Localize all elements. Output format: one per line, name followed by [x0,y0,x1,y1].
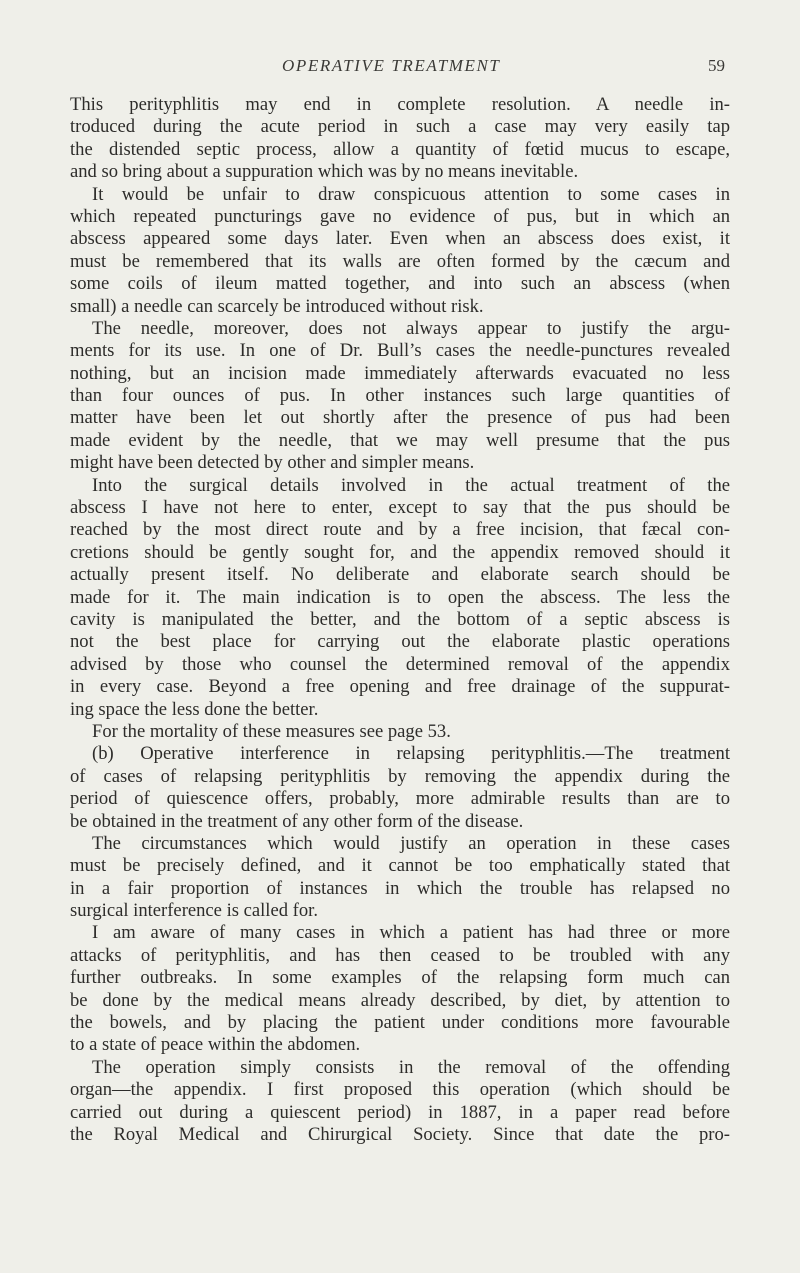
text-line: the distended septic process, allow a quantity of fœtid mucus to escape, [70,138,730,160]
text-line: actually present itself. No deliberate and elaborate search should be [70,564,730,586]
text-line: ments for its use. In one of Dr. Bull’s cases the needle-punctures revealed [70,340,730,362]
text-line: and so bring about a suppuration which was by no means inevitable. [70,161,579,183]
text-line: not the best place for carrying out the elaborate plastic operations [70,631,730,653]
text-line: in every case. Beyond a free opening and free drainage of the suppurat- [70,676,730,698]
body-text [70,94,730,1146]
text-line: period of quiescence offers, probably, more admirable results than are to [70,788,730,810]
text-line: matter have been let out shortly after the presence of pus had been [70,407,730,429]
text-line: be done by the medical means already described, by diet, by attention to [70,989,730,1011]
text-line: further outbreaks. In some examples of the relapsing form much can [70,967,730,989]
text-line: cavity is manipulated the better, and the bottom of a septic abscess is [70,608,730,630]
text-line: might have been detected by other and simpler means. [70,452,475,474]
text-line: cretions should be gently sought for, and the appendix removed should it [70,541,730,563]
text-line: organ—the appendix. I first proposed this operation (which should be [70,1079,730,1101]
page-number: 59 [708,56,725,75]
running-head [0,56,800,80]
text-line: in a fair proportion of instances in which the trouble has relapsed no [70,877,730,899]
text-line: must be remembered that its walls are often formed by the cæcum and [70,250,730,272]
text-line: to a state of peace within the abdomen. [70,1034,361,1056]
text-line: advised by those who counsel the determined removal of the appendix [70,653,730,675]
text-line: Into the surgical details involved in the actual treatment of the [92,474,730,496]
text-line: reached by the most direct route and by a free incision, that fæcal con- [70,519,730,541]
text-line: abscess appeared some days later. Even when an abscess does exist, it [70,228,730,250]
running-title: OPERATIVE TREATMENT [282,56,501,75]
text-line: The needle, moreover, does not always appear to justify the argu- [92,317,730,339]
text-line: of cases of relapsing perityphlitis by removing the appendix during the [70,765,730,787]
text-line: attacks of perityphlitis, and has then ceased to be troubled with any [70,944,730,966]
text-line: carried out during a quiescent period) in 1887, in a paper read before [70,1101,730,1123]
text-line: some coils of ileum matted together, and into such an abscess (when [70,273,730,295]
text-line: surgical interference is called for. [70,900,318,922]
text-line: This perityphlitis may end in complete resolution. A needle in- [70,94,730,115]
text-line: than four ounces of pus. In other instances such large quantities of [70,385,730,407]
text-line: The circumstances which would justify an operation in these cases [92,832,730,854]
text-line: ing space the less done the better. [70,698,319,720]
text-line: nothing, but an incision made immediately afterwards evacuated no less [70,362,730,384]
text-line: must be precisely defined, and it cannot be too emphatically stated that [70,855,730,877]
text-line: be obtained in the treatment of any other form of the disease. [70,810,524,832]
text-line: troduced during the acute period in such a case may very easily tap [70,116,730,138]
text-line: (b) Operative interference in relapsing perityphlitis.—The treatment [92,743,730,765]
text-line: the Royal Medical and Chirurgical Society. Since that date the pro- [70,1123,730,1145]
text-line: the bowels, and by placing the patient under conditions more favourable [70,1012,730,1034]
text-line: abscess I have not here to enter, except to say that the pus should be [70,497,730,519]
text-line: I am aware of many cases in which a patient has had three or more [92,922,730,944]
text-line: small) a needle can scarcely be introduced without risk. [70,295,484,317]
text-line: made for it. The main indication is to open the abscess. The less the [70,586,730,608]
text-line: made evident by the needle, that we may well presume that the pus [70,429,730,451]
text-line: It would be unfair to draw conspicuous attention to some cases in [92,183,730,205]
text-line: For the mortality of these measures see page 53. [92,720,451,742]
text-line: which repeated puncturings gave no evidence of pus, but in which an [70,205,730,227]
text-line: The operation simply consists in the removal of the offending [92,1056,730,1078]
